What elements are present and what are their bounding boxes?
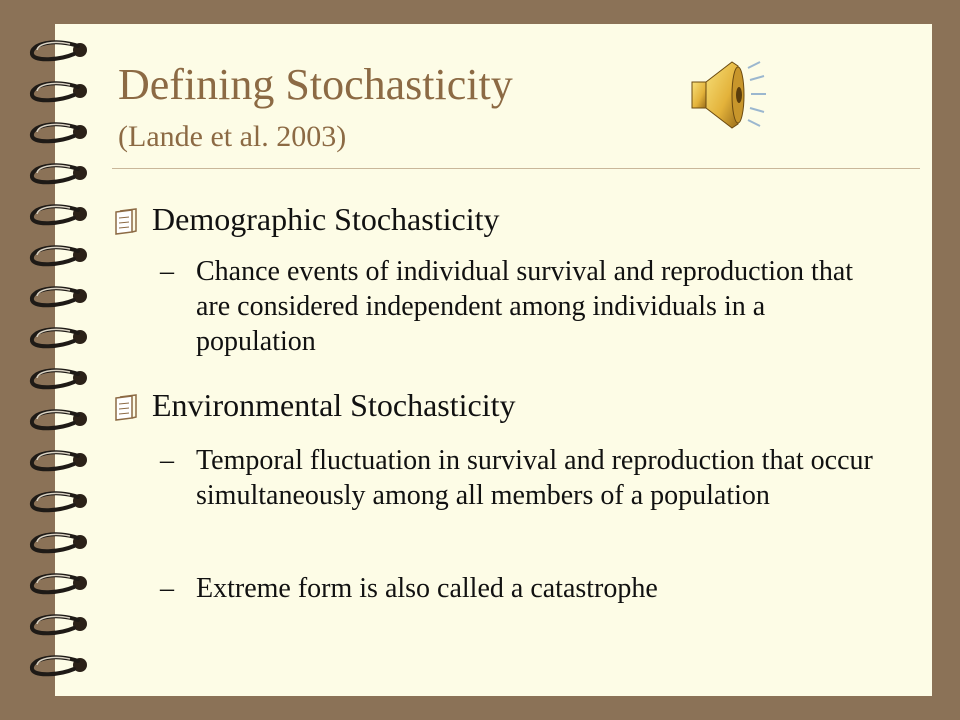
dash: – <box>160 445 174 476</box>
spiral-ring <box>32 83 87 100</box>
spiral-ring <box>32 329 87 346</box>
spiral-ring <box>32 534 87 551</box>
spiral-ring <box>32 452 87 469</box>
slide-title: Defining Stochasticity <box>118 60 513 109</box>
notepad-bullet-icon <box>112 392 152 429</box>
bullet-environmental <box>112 388 515 425</box>
bullet-label: Environmental Stochasticity <box>152 387 516 423</box>
spiral-ring <box>32 575 87 592</box>
spiral-ring <box>32 411 87 428</box>
spiral-binding <box>0 0 110 720</box>
speaker-icon[interactable] <box>688 56 768 134</box>
subitem-demographic-definition <box>160 254 890 359</box>
spiral-ring <box>32 206 87 223</box>
spiral-ring <box>32 616 87 633</box>
dash: – <box>160 256 174 287</box>
title-divider <box>112 168 920 169</box>
subitem-text: Temporal fluctuation in survival and reproduction that occur simultaneously among all members of a population <box>196 445 873 511</box>
spiral-ring <box>32 124 87 141</box>
bullet-demographic <box>112 202 499 239</box>
spiral-ring <box>32 165 87 182</box>
subitem-environmental-definition <box>160 443 890 513</box>
spiral-ring <box>32 493 87 510</box>
dash: – <box>160 573 174 604</box>
spiral-ring <box>32 370 87 387</box>
bullet-label: Demographic Stochasticity <box>152 201 500 237</box>
spiral-ring <box>32 247 87 264</box>
notepad-bullet-icon <box>112 206 152 243</box>
spiral-ring <box>32 657 87 674</box>
spiral-ring <box>32 42 87 59</box>
spiral-ring <box>32 288 87 305</box>
slide-subtitle: (Lande et al. 2003) <box>118 120 347 153</box>
subitem-text: Extreme form is also called a catastrophe <box>196 573 658 604</box>
subitem-text: Chance events of individual survival and reproduction that are considered independent among individuals in a population <box>196 256 854 357</box>
subitem-catastrophe <box>160 571 890 606</box>
